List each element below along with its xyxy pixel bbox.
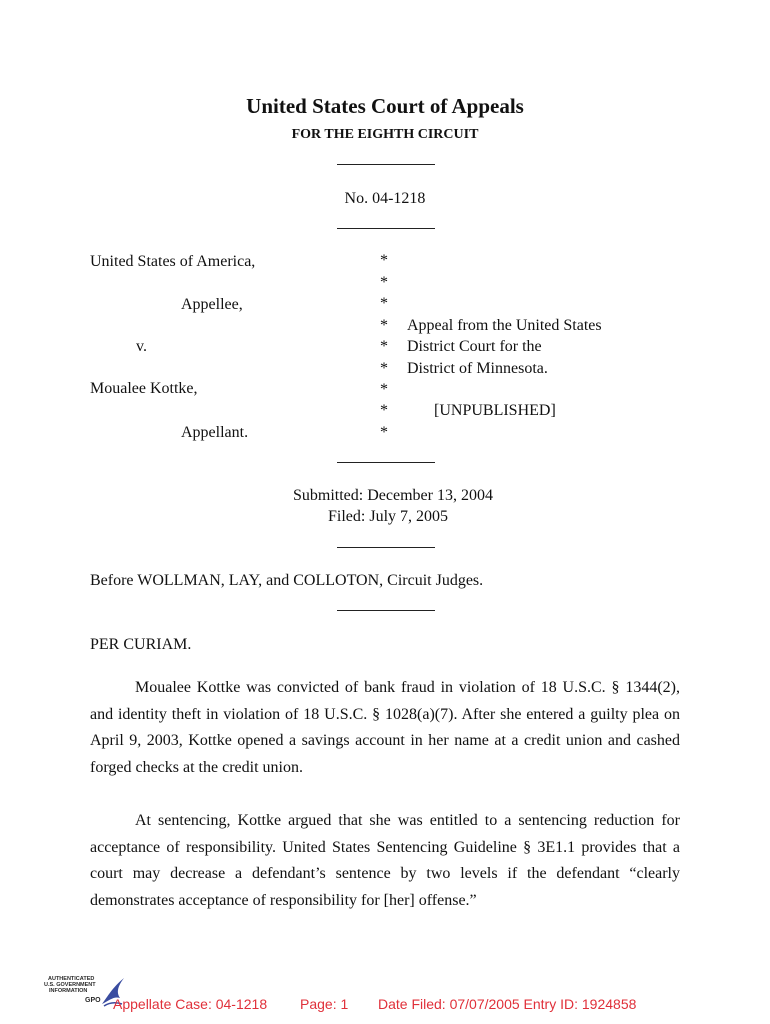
case-number: No. 04-1218 [344,190,426,207]
caption-star: * [380,295,388,312]
caption-star: * [380,274,388,291]
caption-star: * [380,424,388,441]
versus-label: v. [136,338,147,355]
caption-star: * [380,317,388,334]
caption-star: * [380,338,388,355]
gpo-logo-line: AUTHENTICATED [48,976,95,982]
opinion-paragraph: At sentencing, Kottke argued that she was entitled to a sentencing reduction for acceptance of responsibility. United States Sentencing Guideline § 3E1.1 provides that a court may decrease a defendant’s sentence by two levels if the defendant “clearly demonstrates acceptance of responsibility for [her] offense.” [90,812,680,909]
party-appellee-role: Appellee, [181,296,243,313]
gpo-logo-line: INFORMATION [49,988,88,994]
opinion-paragraph: Moualee Kottke was convicted of bank fraud in violation of 18 U.S.C. § 1344(2), and identity theft in violation of 18 U.S.C. § 1028(a)(7). After she entered a guilty plea on April 9, 2003, Kottke opened a savings account in her name at a credit union and cashed forged checks at the credit union. [90,679,680,776]
filed-date: Filed: July 7, 2005 [328,508,449,525]
circuit-subtitle: FOR THE EIGHTH CIRCUIT [291,127,479,142]
footer-appellate-case: Appellate Case: 04-1218 [113,996,268,1012]
party-appellant-name: Moualee Kottke, [90,380,198,397]
caption-star: * [380,381,388,398]
submitted-date: Submitted: December 13, 2004 [293,487,493,504]
divider [337,610,435,611]
gpo-logo-mark: GPO [85,997,101,1004]
per-curiam-heading: PER CURIAM. [90,636,192,653]
gpo-logo-line: U.S. GOVERNMENT [44,982,96,988]
divider [337,164,435,165]
divider [337,228,435,229]
party-appellant-role: Appellant. [181,424,249,441]
appeal-from-line1: Appeal from the United States [407,317,602,334]
caption-star: * [380,402,388,419]
caption-star: * [380,252,388,269]
divider [337,462,435,463]
appeal-from-line2: District Court for the [407,338,542,355]
judges-panel: Before WOLLMAN, LAY, and COLLOTON, Circuit Judges. [90,572,484,589]
party-appellee-name: United States of America, [90,253,256,270]
appeal-from-line3: District of Minnesota. [407,360,548,377]
footer-page: Page: 1 [300,996,349,1012]
caption-star: * [380,360,388,377]
footer-date-filed: Date Filed: 07/07/2005 Entry ID: 1924858 [378,996,637,1012]
court-title: United States Court of Appeals [246,94,524,118]
divider [337,547,435,548]
publication-status: [UNPUBLISHED] [434,402,556,419]
